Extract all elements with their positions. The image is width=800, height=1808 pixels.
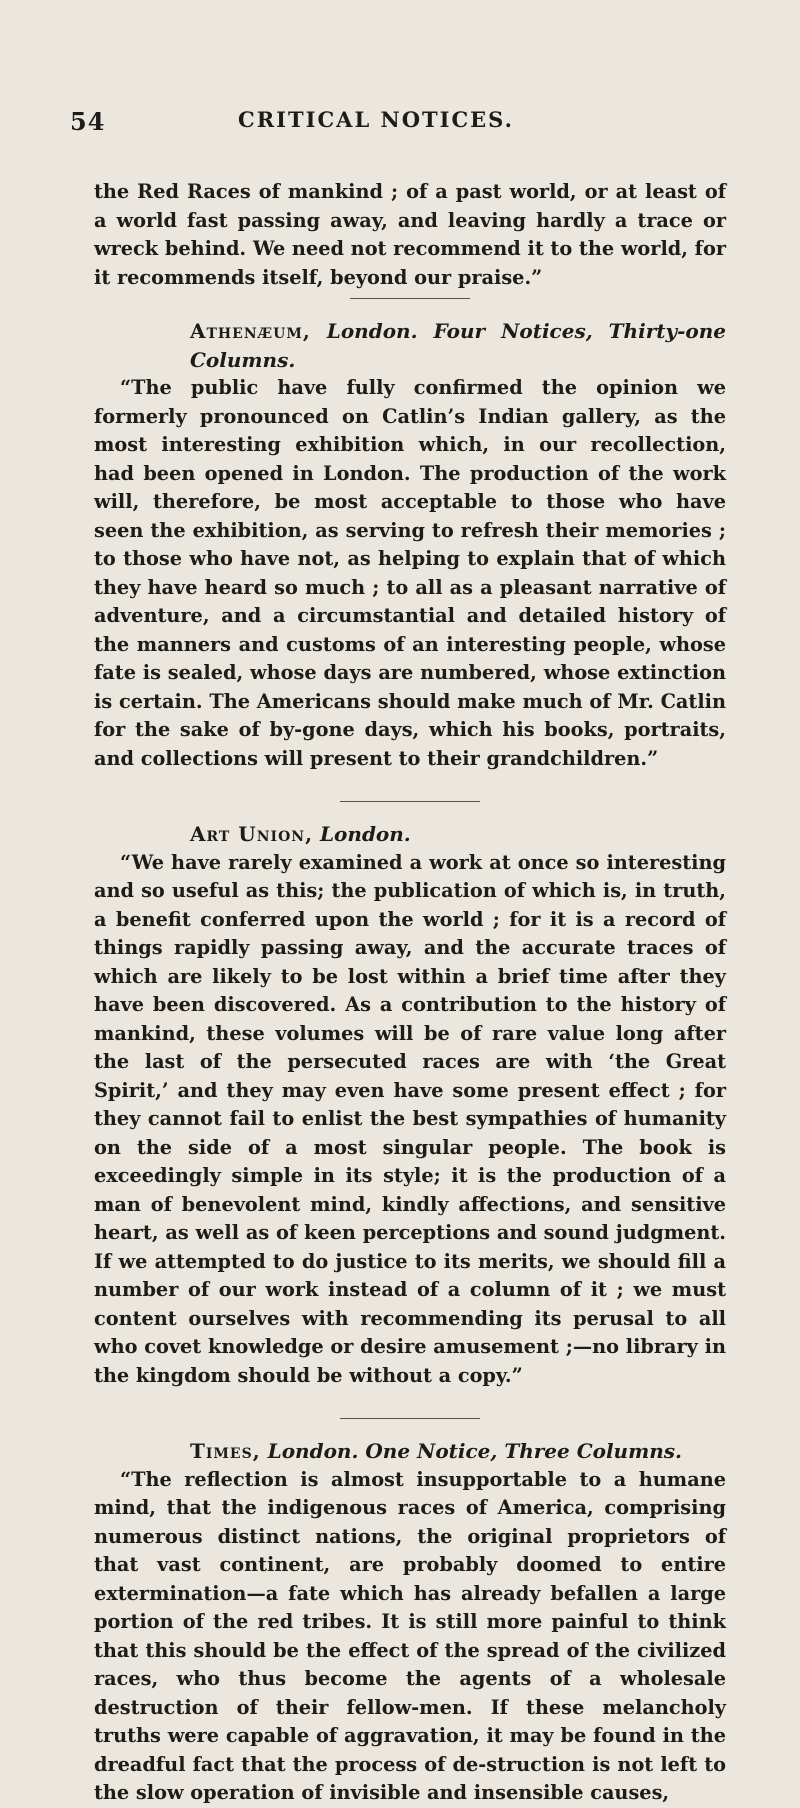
section-divider xyxy=(350,298,470,299)
page-header xyxy=(0,107,800,139)
notice-source: Athenæum, xyxy=(190,319,311,343)
notice-source: Art Union, xyxy=(190,822,314,846)
notice-details: London. Four Notices, Thirty-one Columns. xyxy=(190,319,726,372)
notice-text-times: “The reflection is almost insupportable to a humane mind, that the indigenous races of America, comprising numerous distinct nations, the original proprietors of that vast continent, are probably doomed to entire extermination—a fate which has already befallen a large portion of the red tribes. It is still more painful to think that this should be the effect of the spread of the civilized races, who thus become the agents of a wholesale destruction of their fellow-men. If these melancholy truths were capable of aggravation, it may be found in the dreadful fact that the process of de-struction is not left to the slow operation of invisible and insensible causes, xyxy=(94,1467,726,1804)
running-head: CRITICAL NOTICES. xyxy=(238,107,514,132)
notice-text-art-union: “We have rarely examined a work at once so interesting and so useful as this; the publication of which is, in truth, a benefit conferred upon the world ; for it is a record of things rapidly passing away, and the accurate traces of which are likely to be lost within a brief time after they have been discovered. As a contribution to the history of mankind, these volumes will be of rare value long after the last of the persecuted races are with ‘the Great Spirit,’ and they may even have some present effect ; for they cannot fail to enlist the best sympathies of humanity on the side of a most singular people. The book is exceedingly simple in its style; it is the production of a man of benevolent mind, kindly affections, and sensitive heart, as well as of keen perceptions and sound judgment. If we attempted to do justice to its merits, we should fill a number of our work instead of a column of it ; we must content ourselves with recommending its perusal to all who covet knowledge or desire amusement ;—no library in the kingdom should be without a copy.” xyxy=(94,850,726,1387)
notice-source: Times, xyxy=(190,1439,261,1463)
section-divider xyxy=(340,1418,480,1419)
notice-heading-times xyxy=(94,1437,726,1466)
page-number: 54 xyxy=(70,107,106,136)
page-body xyxy=(94,178,726,1808)
section-divider xyxy=(340,801,480,802)
notice-text-athenaeum: “The public have fully confirmed the opinion we formerly pronounced on Catlin’s Indian gallery, as the most interesting exhibition which, in our recollection, had been opened in London. The production of the work will, therefore, be most acceptable to those who have seen the exhibition, as serving to refresh their memories ; to those who have not, as helping to explain that of which they have heard so much ; to all as a pleasant narrative of adventure, and a circumstantial and detailed history of the manners and customs of an interesting people, whose fate is sealed, whose days are numbered, whose extinction is certain. The Americans should make much of Mr. Catlin for the sake of by-gone days, which his books, portraits, and collections will present to their grandchildren.” xyxy=(94,376,726,770)
notice-details: London. xyxy=(313,822,411,846)
notice-details: London. One Notice, Three Columns. xyxy=(260,1439,683,1463)
opening-paragraph: the Red Races of mankind ; of a past world, or at least of a world fast passing away, and leaving hardly a trace or wreck behind. We need not recommend it to the world, for it recommends itself, beyond our praise.” xyxy=(94,180,726,289)
notice-heading-athenaeum xyxy=(94,317,726,374)
notice-heading-art-union xyxy=(94,820,726,849)
